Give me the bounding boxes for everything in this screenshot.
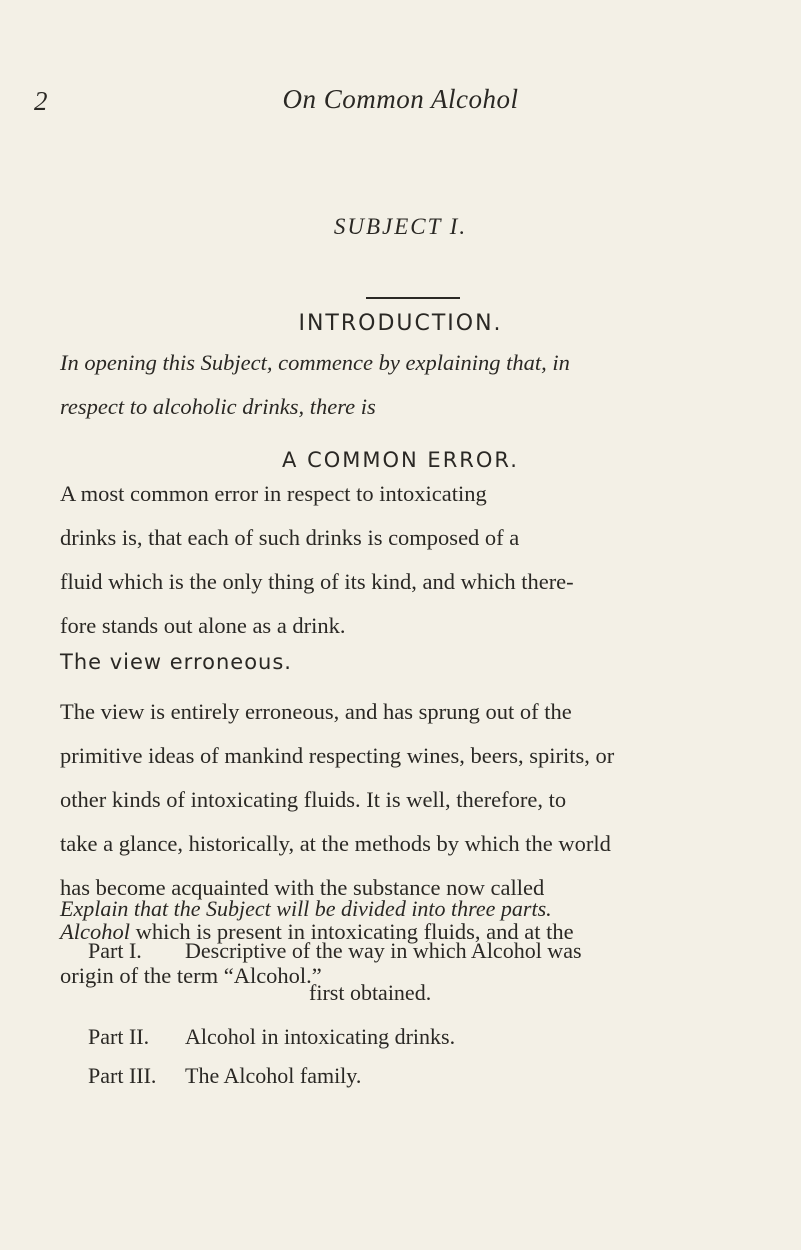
- common-error-heading: A COMMON ERROR.: [282, 448, 519, 472]
- part-desc-cont: first obtained.: [309, 980, 432, 1005]
- page-number: 2: [34, 86, 48, 116]
- subject-title: SUBJECT I.: [333, 214, 468, 239]
- part-desc: The Alcohol family.: [185, 1063, 362, 1088]
- part-label: Part III.: [88, 1063, 157, 1088]
- paragraph-line: The view is entirely erroneous, and has sprung out of the: [60, 699, 572, 724]
- sidehead-view-erroneous: The view erroneous.: [60, 650, 292, 674]
- paragraph-line: fluid which is the only thing of its kind, and which there-: [60, 569, 574, 594]
- paragraph-line: A most common error in respect to intoxicating: [60, 481, 487, 506]
- paragraph-line: other kinds of intoxicating fluids. It is well, therefore, to: [60, 787, 567, 812]
- intro-line: In opening this Subject, commence by explaining that, in: [60, 350, 570, 375]
- paragraph-line: take a glance, historically, at the methods by which the world: [60, 831, 611, 856]
- paragraph-line: has become acquainted with the substance now called: [60, 875, 545, 900]
- part-label: Part I.: [88, 938, 142, 963]
- explain-line: Explain that the Subject will be divided into three parts.: [60, 896, 552, 921]
- part-desc: Alcohol in intoxicating drinks.: [185, 1024, 456, 1049]
- italic-term: Alcohol: [60, 919, 130, 944]
- paragraph-1: [60, 472, 769, 648]
- part-label: Part II.: [88, 1024, 150, 1049]
- part-desc: Descriptive of the way in which Alcohol was: [185, 938, 582, 963]
- intro-line: respect to alcoholic drinks, there is: [60, 394, 376, 419]
- paragraph-line: primitive ideas of mankind respecting wines, beers, spirits, or: [60, 743, 615, 768]
- section-heading: INTRODUCTION.: [298, 311, 503, 336]
- running-head: On Common Alcohol: [282, 84, 519, 114]
- paragraph-line: drinks is, that each of such drinks is composed of a: [60, 525, 520, 550]
- paragraph-line-text: which is present in intoxicating fluids, and at the: [135, 919, 574, 944]
- paragraph-line: origin of the term “Alcohol.”: [60, 963, 322, 988]
- paragraph-line: fore stands out alone as a drink.: [60, 613, 346, 638]
- title-rule: [366, 297, 460, 299]
